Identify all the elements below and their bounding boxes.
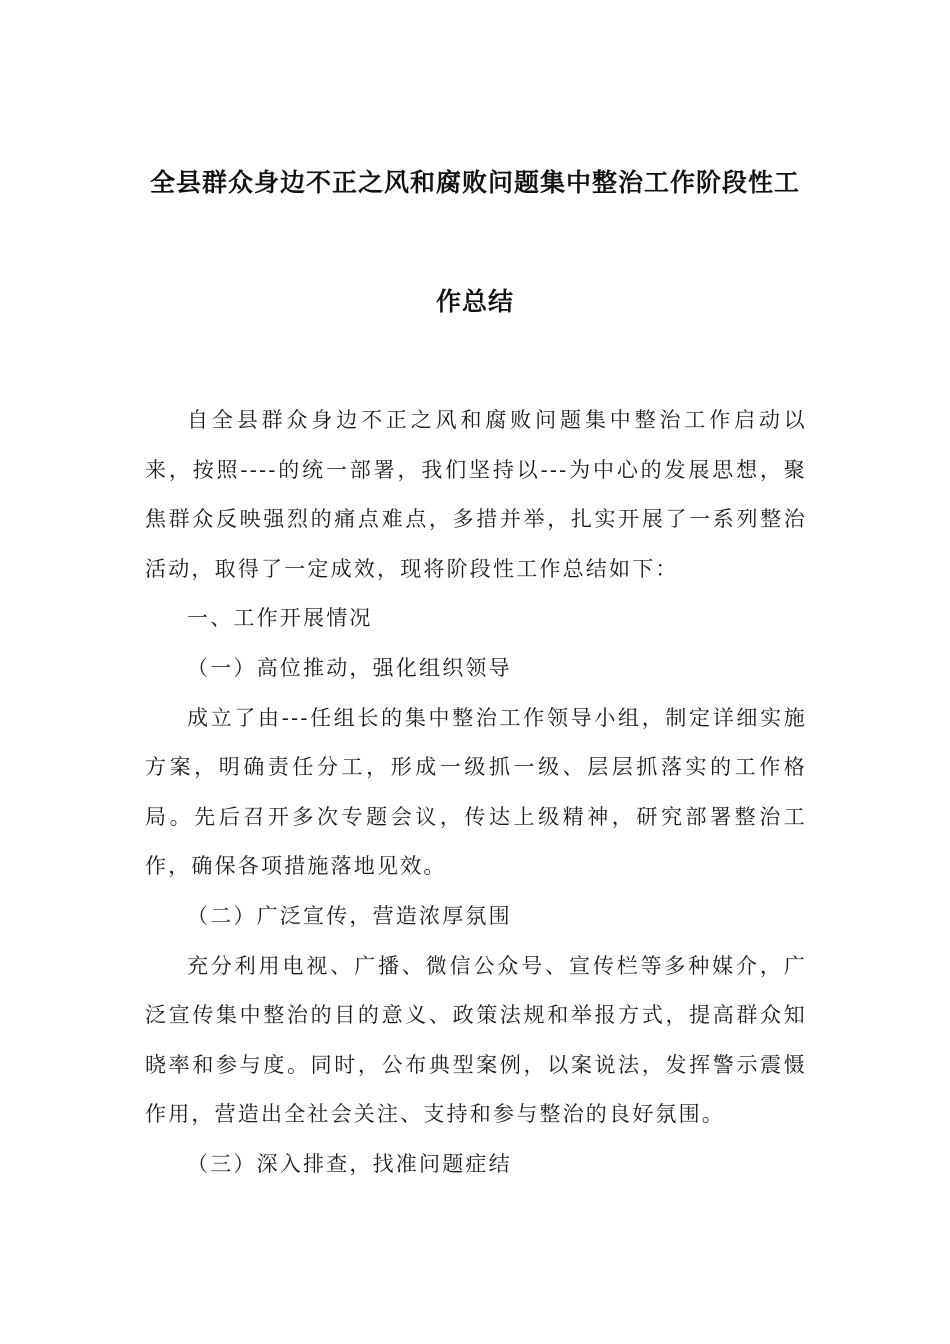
subsection-heading-1: （一）高位推动，强化组织领导 — [187, 655, 512, 680]
subsection-heading-3: （三）深入排查，找准问题症结 — [187, 1151, 512, 1176]
document-title-line-2: 作总结 — [435, 287, 514, 316]
subsection-heading-2: （二）广泛宣传，营造浓厚氛围 — [187, 903, 512, 928]
subsection-paragraph-2: 充分利用电视、广播、微信公众号、宣传栏等多种媒介，广泛宣传集中整治的目的意义、政策法规和举报方式，提高群众知晓率和参与度。同时，公布典型案例，以案说法，发挥警示震慑作用，营造出全社会关注、支持和参与整治的良好氛围。 — [145, 953, 807, 1127]
document-body — [145, 396, 807, 1190]
subsection-paragraph-1: 成立了由---任组长的集中整治工作领导小组，制定详细实施方案，明确责任分工，形成一级抓一级、层层抓落实的工作格局。先后召开多次专题会议，传达上级精神，研究部署整治工作，确保各项措施落地见效。 — [145, 705, 807, 879]
section-heading-1: 一、工作开展情况 — [187, 606, 373, 631]
document-title-line-1: 全县群众身边不正之风和腐败问题集中整治工作阶段性工 — [149, 168, 800, 197]
intro-paragraph: 自全县群众身边不正之风和腐败问题集中整治工作启动以来，按照----的统一部署，我们坚持以---为中心的发展思想，聚焦群众反映强烈的痛点难点，多措并举，扎实开展了一系列整治活动，取得了一定成效，现将阶段性工作总结如下： — [145, 408, 807, 581]
